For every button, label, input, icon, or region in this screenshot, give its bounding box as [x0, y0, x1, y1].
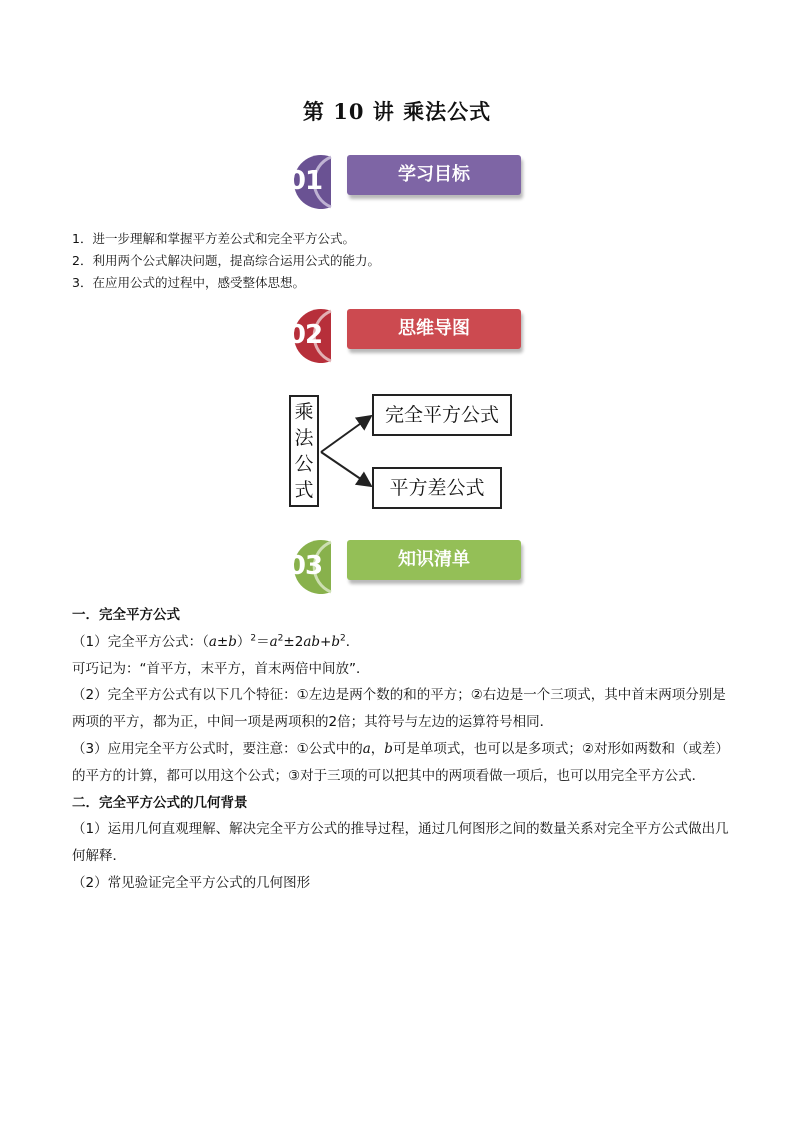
page-title: 第 10 讲 乘法公式 — [302, 99, 492, 124]
formula-line: （1）完全平方公式：$(a\pm b)^2=a^2\pm 2ab+b^2$． — [72, 633, 360, 650]
goal-item: 2．利用两个公式解决问题，提高综合运用公式的能力。 — [72, 253, 380, 268]
geometry-figures-line: （2）常见验证完全平方公式的几何图形 — [72, 874, 311, 891]
section-badge-mindmap — [271, 309, 521, 365]
knowledge-content — [72, 602, 732, 897]
section-number: 02 — [287, 320, 323, 350]
section-label: 学习目标 — [347, 155, 521, 195]
mind-map-root-char: 乘 — [294, 401, 314, 423]
goal-item: 1．进一步理解和掌握平方差公式和完全平方公式。 — [72, 231, 355, 246]
mnemonic: 可巧记为：“首平方，末平方，首末两倍中间放”． — [72, 660, 370, 677]
section-badge-goals — [271, 155, 521, 211]
mind-map-root-char: 法 — [294, 427, 314, 449]
goal-item: 3．在应用公式的过程中，感受整体思想。 — [72, 275, 305, 290]
heading-geometry: 二．完全平方公式的几何背景 — [72, 794, 248, 811]
mind-map — [287, 392, 527, 517]
mind-map-root — [289, 395, 319, 507]
section-label: 知识清单 — [347, 540, 521, 580]
mind-map-arrows — [319, 392, 379, 512]
mind-map-root-char: 公 — [294, 453, 314, 475]
section-number: 03 — [287, 551, 323, 581]
features-paragraph: （2）完全平方公式有以下几个特征：①左边是两个数的和的平方；②右边是一个三项式，其中首末两项分别是两项的平方，都为正，中间一项是两项积的2倍；其符号与左边的运算符号相同． — [72, 687, 726, 731]
mind-map-branch-perfect-square: 完全平方公式 — [372, 394, 512, 436]
mind-map-root-char: 式 — [294, 479, 314, 501]
section-number: 01 — [287, 166, 323, 196]
goals-list — [72, 228, 732, 294]
mind-map-branch-difference-squares: 平方差公式 — [372, 467, 502, 509]
heading-perfect-square: 一．完全平方公式 — [72, 607, 180, 623]
section-label: 思维导图 — [347, 309, 521, 349]
section-badge-knowledge — [271, 540, 521, 596]
notes-paragraph: （3）应用完全平方公式时，要注意：①公式中的a，b可是单项式，也可以是多项式；②对形如两数和（或差）的平方的计算，都可以用这个公式；③对于三项的可以把其中的两项看做一项后，也可以用完全平方公式． — [72, 740, 730, 784]
geometry-paragraph: （1）运用几何直观理解、解决完全平方公式的推导过程，通过几何图形之间的数量关系对完全平方公式做出几何解释． — [72, 821, 729, 865]
